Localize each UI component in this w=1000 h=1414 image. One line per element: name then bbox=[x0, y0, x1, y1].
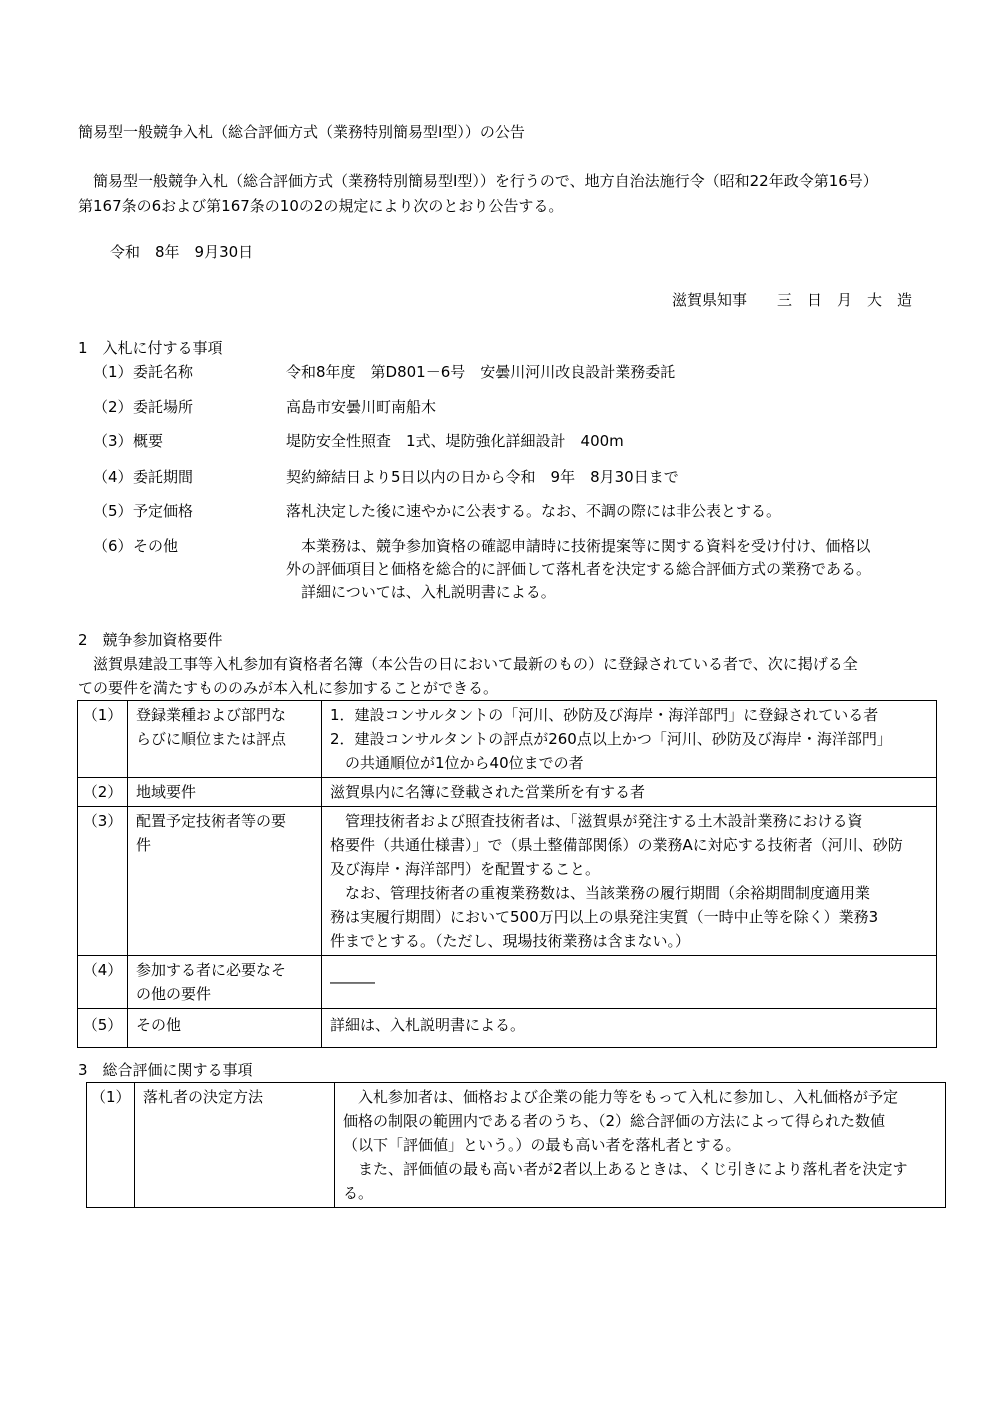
row-value-line: 及び海岸・海洋部門）を配置すること。 bbox=[330, 860, 601, 878]
section2-heading: 2 競争参加資格要件 bbox=[78, 631, 223, 649]
row-value-line: 価格の制限の範囲内である者のうち、（2）総合評価の方法によって得られた数値 bbox=[343, 1112, 886, 1130]
item-number: （1） bbox=[93, 363, 133, 381]
row-value-line: また、評価値の最も高い者が2者以上あるときは、くじ引きにより落札者を決定す bbox=[343, 1160, 908, 1178]
item-value: 令和8年度 第D801－6号 安曇川河川改良設計業務委託 bbox=[286, 363, 676, 381]
row-value bbox=[322, 778, 937, 807]
item-value-line: 本業務は、競争参加資格の確認申請時に技術提案等に関する資料を受け付け、価格以 bbox=[286, 537, 871, 555]
row-label-line: らびに順位または評点 bbox=[136, 730, 287, 748]
item-number: （3） bbox=[93, 432, 133, 450]
row-value-line: 管理技術者および照査技術者は、「滋賀県が発注する土木設計業務における資 bbox=[330, 812, 863, 830]
item-label: 予定価格 bbox=[133, 502, 194, 520]
row-label-line: 地域要件 bbox=[136, 783, 197, 801]
row-value-line: 滋賀県内に名簿に登載された営業所を有する者 bbox=[330, 783, 646, 801]
row-label bbox=[128, 701, 322, 778]
row-value bbox=[322, 956, 937, 1009]
row-number: （5） bbox=[78, 1009, 128, 1048]
row-value bbox=[335, 1083, 946, 1208]
row-label-line: 落札者の決定方法 bbox=[143, 1088, 264, 1106]
item-label: 委託期間 bbox=[133, 468, 194, 486]
item-number: （4） bbox=[93, 468, 133, 486]
item-value-line: 外の評価項目と価格を総合的に評価して落札者を決定する総合評価方式の業務である。 bbox=[286, 560, 872, 578]
section2-intro-line-2: ての要件を満たすもののみが本入札に参加することができる。 bbox=[78, 679, 499, 697]
notice-date: 令和 8年 9月30日 bbox=[110, 243, 254, 261]
row-label bbox=[128, 1009, 322, 1048]
row-label-line: 配置予定技術者等の要 bbox=[136, 812, 287, 830]
row-label-line: の他の要件 bbox=[136, 985, 212, 1003]
row-value-line: 格要件（共通仕様書）」で（県土整備部関係）の業務Aに対応する技術者（河川、砂防 bbox=[330, 836, 903, 854]
item-value: 高島市安曇川町南船木 bbox=[286, 398, 437, 416]
row-value-line: （以下「評価値」という。）の最も高い者を落札者とする。 bbox=[343, 1136, 741, 1154]
row-value bbox=[322, 1009, 937, 1048]
table-row bbox=[78, 807, 937, 956]
row-label-line: 参加する者に必要なそ bbox=[136, 961, 287, 979]
row-label bbox=[128, 778, 322, 807]
row-label bbox=[128, 956, 322, 1009]
item-value: 堤防安全性照査 1式、堤防強化詳細設計 400m bbox=[286, 432, 624, 450]
table-row bbox=[78, 1009, 937, 1048]
row-value-line: 入札参加者は、価格および企業の能力等をもって入札に参加し、入札価格が予定 bbox=[343, 1088, 899, 1106]
item-label: 概要 bbox=[133, 432, 164, 450]
row-number: （1） bbox=[78, 701, 128, 778]
table-row bbox=[78, 701, 937, 778]
section3-heading: 3 総合評価に関する事項 bbox=[78, 1061, 253, 1079]
row-value-line: なお、管理技術者の重複業務数は、当該業務の履行期間（余裕期間制度適用業 bbox=[330, 884, 871, 902]
row-value-line: 2．建設コンサルタントの評点が260点以上かつ「河川、砂防及び海岸・海洋部門」 bbox=[330, 730, 892, 748]
row-value-line: ――― bbox=[330, 973, 375, 991]
item-label: その他 bbox=[133, 537, 179, 555]
row-value-line: る。 bbox=[343, 1184, 374, 1202]
item-number: （5） bbox=[93, 502, 133, 520]
issuer: 滋賀県知事 三 日 月 大 造 bbox=[672, 291, 913, 309]
row-value-line: 件までとする。（ただし、現場技術業務は含まない。） bbox=[330, 932, 691, 950]
row-value-line: の共通順位が1位から40位までの者 bbox=[330, 754, 584, 772]
row-value bbox=[322, 807, 937, 956]
item-number: （2） bbox=[93, 398, 133, 416]
item-value-line: 詳細については、入札説明書による。 bbox=[286, 583, 556, 601]
row-label-line: その他 bbox=[136, 1016, 182, 1034]
section1-heading: 1 入札に付する事項 bbox=[78, 339, 223, 357]
row-value bbox=[322, 701, 937, 778]
item-value: 契約締結日より5日以内の日から令和 9年 8月30日まで bbox=[286, 468, 679, 486]
table-row bbox=[78, 956, 937, 1009]
row-number: （4） bbox=[78, 956, 128, 1009]
item-label: 委託名称 bbox=[133, 363, 194, 381]
row-number: （1） bbox=[87, 1083, 135, 1208]
intro-line-1: 簡易型一般競争入札（総合評価方式（業務特別簡易型Ⅰ型））を行うので、地方自治法施行令（昭和22年政令第16号） bbox=[93, 172, 878, 190]
section2-intro-line-1: 滋賀県建設工事等入札参加有資格者名簿（本公告の日において最新のもの）に登録されている者で、次に掲げる全 bbox=[78, 655, 858, 673]
table-row bbox=[87, 1083, 946, 1208]
intro-line-2: 第167条の6および第167条の10の2の規定により次のとおり公告する。 bbox=[78, 197, 564, 215]
row-label-line: 登録業種および部門な bbox=[136, 706, 287, 724]
table-row bbox=[78, 778, 937, 807]
row-label-line: 件 bbox=[136, 836, 152, 854]
row-number: （2） bbox=[78, 778, 128, 807]
evaluation-table bbox=[86, 1082, 946, 1208]
item-number: （6） bbox=[93, 537, 133, 555]
row-number: （3） bbox=[78, 807, 128, 956]
row-value-line: 詳細は、入札説明書による。 bbox=[330, 1016, 526, 1034]
row-value-line: 務は実履行期間）において500万円以上の県発注実質（一時中止等を除く）業務3 bbox=[330, 908, 879, 926]
item-label: 委託場所 bbox=[133, 398, 194, 416]
item-value: 落札決定した後に速やかに公表する。なお、不調の際には非公表とする。 bbox=[286, 502, 782, 520]
eligibility-table bbox=[77, 700, 937, 1048]
row-value-line: 1．建設コンサルタントの「河川、砂防及び海岸・海洋部門」に登録されている者 bbox=[330, 706, 879, 724]
row-label bbox=[135, 1083, 335, 1208]
row-label bbox=[128, 807, 322, 956]
notice-title: 簡易型一般競争入札（総合評価方式（業務特別簡易型Ⅰ型））の公告 bbox=[78, 123, 525, 141]
